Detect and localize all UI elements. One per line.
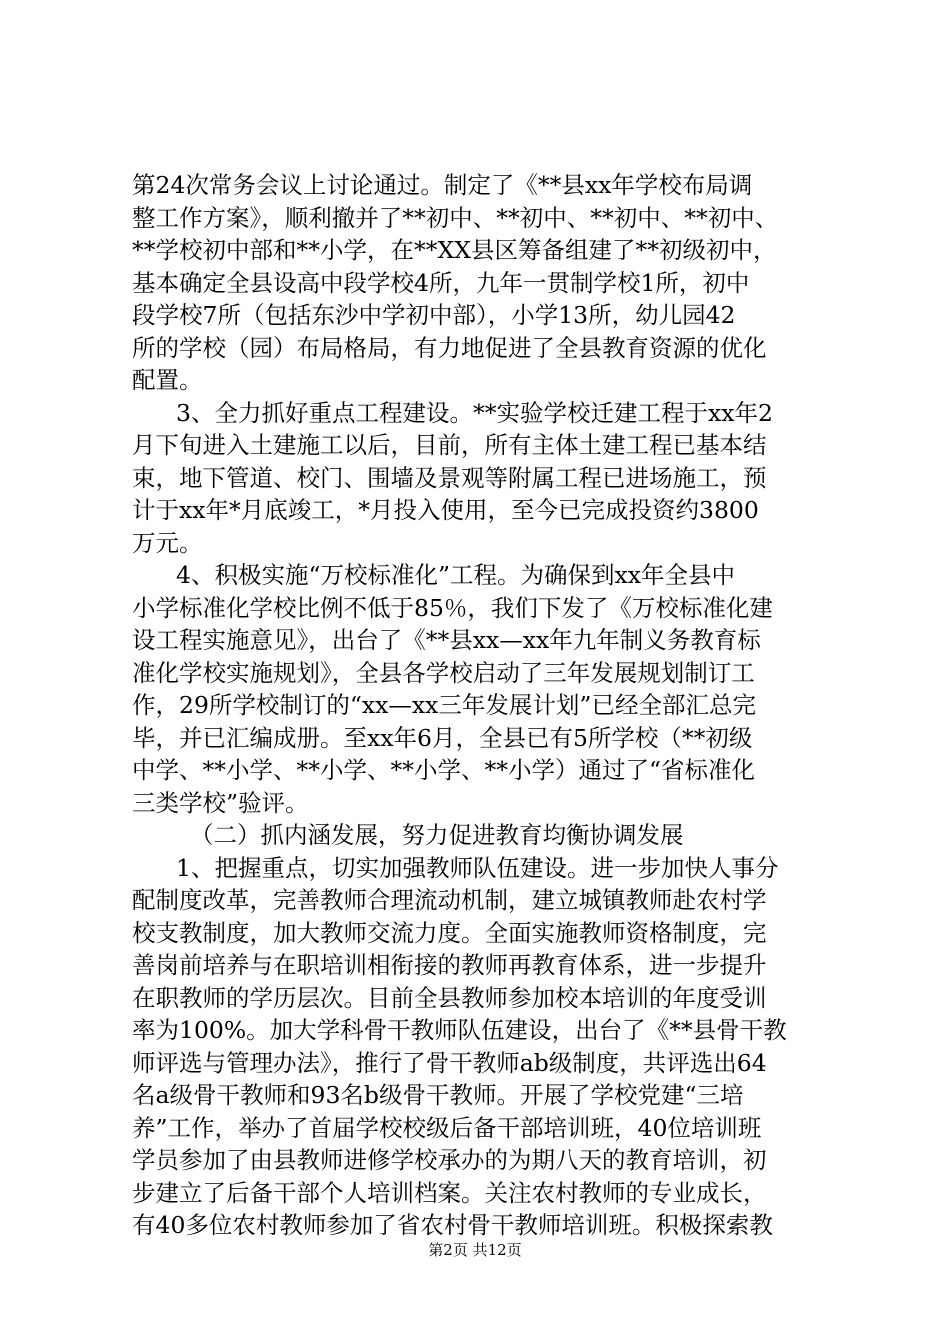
section-heading: （二）抓内涵发展，努力促进教育均衡协调发展 xyxy=(190,821,684,849)
text-line: 配制度改革，完善教师合理流动机制，建立城镇教师赴农村学 xyxy=(132,886,767,914)
text-line: 作，29所学校制订的“xx—xx三年发展计划”已经全部汇总完 xyxy=(132,691,756,719)
text-line: 名a级骨干教师和93名b级骨干教师。开展了学校党建“三培 xyxy=(132,1081,744,1109)
paragraph-first-line: 1、把握重点，切实加强教师队伍建设。进一步加快人事分 xyxy=(176,853,779,882)
text-line: 所的学校（园）布局格局，有力地促进了全县教育资源的优化 xyxy=(132,333,767,362)
text-line: 第24次常务会议上讨论通过。制定了《**县xx年学校布局调 xyxy=(132,171,753,199)
text-line: 学员参加了由县教师进修学校承办的为期八天的教育培训，初 xyxy=(132,1146,767,1174)
page-footer: 第2页 共12页 xyxy=(428,1241,522,1259)
text-line: 率为100%。加大学科骨干教师队伍建设，出台了《**县骨干教 xyxy=(132,1016,787,1044)
text-line: 有40多位农村教师参加了省农村骨干教师培训班。积极探索教 xyxy=(132,1211,773,1239)
text-line: 中学、**小学、**小学、**小学、**小学）通过了“省标准化 xyxy=(132,756,756,784)
text-line: 整工作方案》，顺利撤并了**初中、**初中、**初中、**初中、 xyxy=(132,203,779,232)
text-line: 准化学校实施规划》，全县各学校启动了三年发展规划制订工 xyxy=(132,658,755,687)
text-line: 配置。 xyxy=(132,366,203,394)
text-line: 基本确定全县设高中段学校4所，九年一贯制学校1所，初中 xyxy=(132,268,750,297)
text-line: 三类学校”验评。 xyxy=(132,788,309,817)
text-line: 设工程实施意见》，出台了《**县xx—xx年九年制义务教育标 xyxy=(132,626,761,654)
text-line: 步建立了后备干部个人培训档案。关注农村教师的专业成长， xyxy=(132,1178,767,1207)
paragraph-first-line: 4、积极实施“万校标准化”工程。为确保到xx年全县中 xyxy=(176,561,735,589)
text-line: 计于xx年*月底竣工，*月投入使用，至今已完成投资约3800 xyxy=(132,496,759,524)
text-line: 小学标准化学校比例不低于85％，我们下发了《万校标准化建 xyxy=(132,593,773,622)
text-line: 校支教制度，加大教师交流力度。全面实施教师资格制度，完 xyxy=(132,918,767,947)
text-line: 养”工作，举办了首届学校校级后备干部培训班，40位培训班 xyxy=(132,1113,762,1142)
text-line: 万元。 xyxy=(132,528,203,557)
text-line: 月下旬进入土建施工以后，目前，所有主体土建工程已基本结 xyxy=(132,431,767,459)
text-line: 束，地下管道、校门、围墙及景观等附属工程已进场施工，预 xyxy=(132,463,767,492)
text-line: 在职教师的学历层次。目前全县教师参加校本培训的年度受训 xyxy=(132,983,767,1012)
paragraph-first-line: 3、全力抓好重点工程建设。**实验学校迁建工程于xx年2 xyxy=(176,398,773,427)
document-body xyxy=(132,169,852,1242)
text-line: 段学校7所（包括东沙中学初中部），小学13所，幼儿园42 xyxy=(132,301,736,329)
text-line: 毕，并已汇编成册。至xx年6月，全县已有5所学校（**初级 xyxy=(132,723,753,752)
text-line: **学校初中部和**小学，在**XX县区筹备组建了**初级初中， xyxy=(132,236,777,264)
text-line: 善岗前培养与在职培训相衔接的教师再教育体系，进一步提升 xyxy=(132,951,767,979)
text-line: 师评选与管理办法》，推行了骨干教师ab级制度，共评选出64 xyxy=(132,1048,767,1077)
